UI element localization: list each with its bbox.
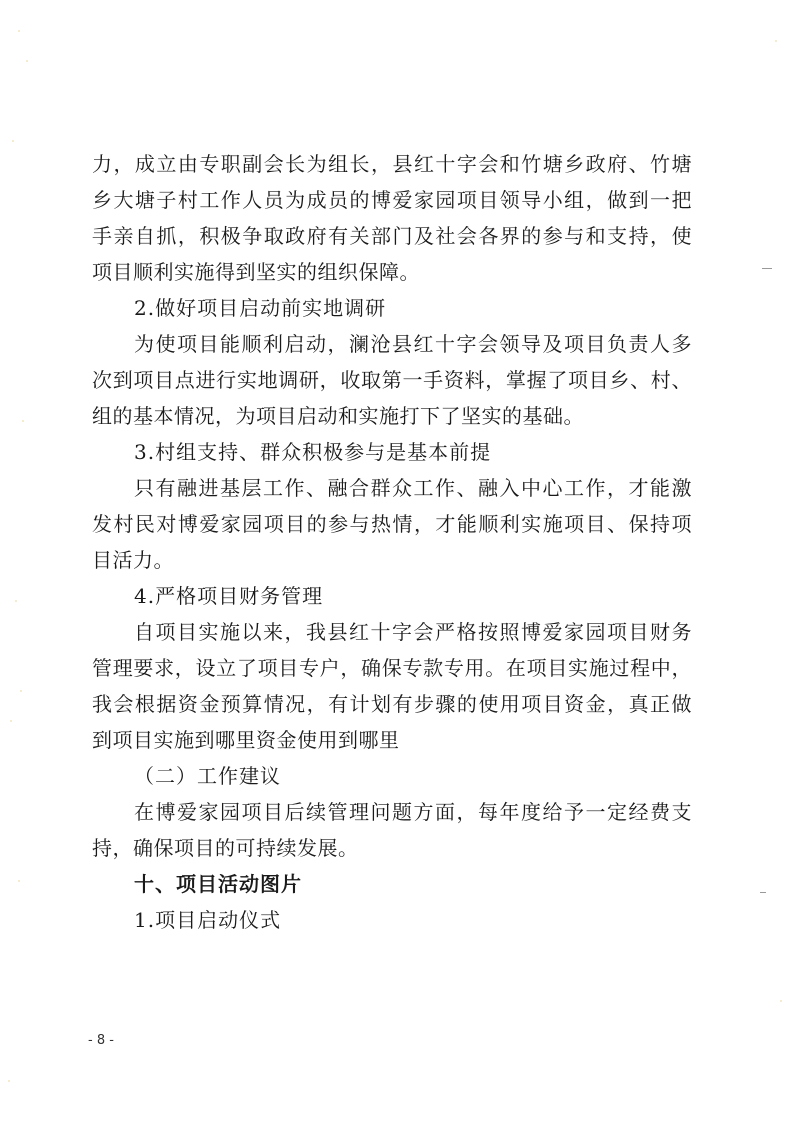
scan-speck (18, 30, 20, 32)
subheading-financial-management: 4.严格项目财务管理 (134, 584, 324, 608)
paragraph-community-support (92, 470, 692, 578)
text-line: 为使项目能顺利启动，澜沧县红十字会领导及项目负责人多 (134, 332, 692, 356)
text-line: 在博爱家园项目后续管理问题方面，每年度给予一定经费支 (134, 800, 692, 824)
scan-speck (10, 720, 12, 722)
page-number: - 8 - (88, 1033, 114, 1048)
scan-speck (22, 420, 24, 422)
text-line: 力，成立由专职副会长为组长，县红十字会和竹塘乡政府、竹塘 (92, 152, 692, 176)
paragraph-organization-guarantee (92, 146, 692, 290)
text-line: 手亲自抓，积极争取政府有关部门及社会各界的参与和支持，使 (92, 224, 692, 248)
text-line: 目活力。 (92, 548, 174, 572)
scan-speck (775, 40, 777, 42)
subheading-community-support: 3.村组支持、群众积极参与是基本前提 (134, 440, 492, 464)
text-line: 次到项目点进行实地调研，收取第一手资料，掌握了项目乡、村、 (92, 368, 692, 392)
paragraph-financial-management (92, 614, 692, 758)
scan-speck (26, 60, 28, 62)
text-line: 只有融进基层工作、融合群众工作、融入中心工作，才能激 (134, 476, 692, 500)
scan-mark (760, 892, 766, 893)
text-line: 项目顺利实施得到坚实的组织保障。 (92, 260, 420, 284)
text-line: 管理要求，设立了项目专户，确保专款专用。在项目实施过程中， (92, 656, 692, 680)
text-line: 发村民对博爱家园项目的参与热情，才能顺利实施项目、保持项 (92, 512, 692, 536)
document-body (92, 146, 692, 938)
section-heading-work-suggestions: （二）工作建议 (134, 764, 281, 788)
paragraph-field-research (92, 326, 692, 434)
scan-speck (12, 140, 14, 142)
scan-speck (20, 690, 22, 692)
text-line: 乡大塘子村工作人员为成员的博爱家园项目领导小组，做到一把 (92, 188, 692, 212)
subheading-field-research: 2.做好项目启动前实地调研 (134, 296, 387, 320)
text-line: 持，确保项目的可持续发展。 (92, 836, 359, 860)
subheading-launch-ceremony: 1.项目启动仪式 (134, 908, 282, 932)
text-line: 到项目实施到哪里资金使用到哪里 (92, 728, 400, 752)
scan-speck (15, 600, 17, 602)
scan-speck (18, 880, 20, 882)
section-heading-activity-photos: 十、项目活动图片 (134, 872, 302, 896)
scan-mark (762, 268, 772, 269)
scan-speck (780, 1000, 782, 1002)
paragraph-work-suggestions (92, 794, 692, 866)
scan-speck (8, 1080, 10, 1082)
text-line: 我会根据资金预算情况，有计划有步骤的使用项目资金，真正做 (92, 692, 692, 716)
text-line: 组的基本情况，为项目启动和实施打下了坚实的基础。 (92, 404, 584, 428)
text-line: 自项目实施以来，我县红十字会严格按照博爱家园项目财务 (134, 620, 692, 644)
